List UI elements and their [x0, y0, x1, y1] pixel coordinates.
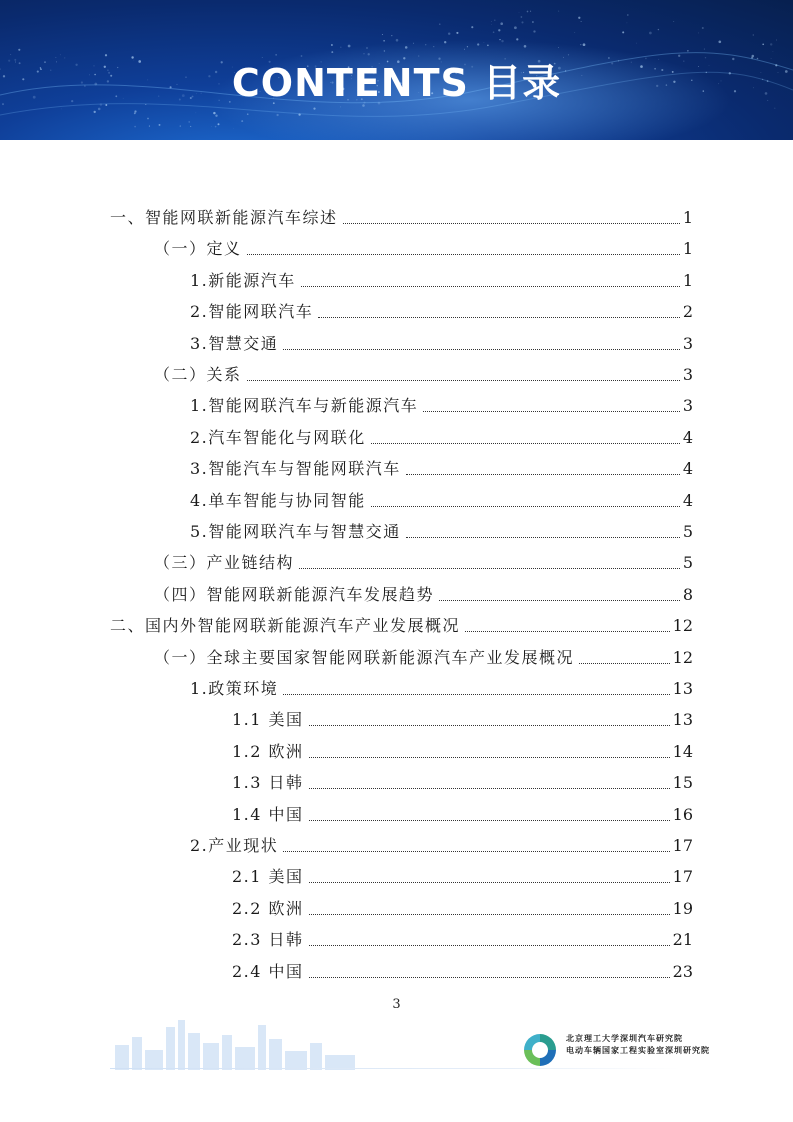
- toc-leader-dots: [309, 788, 670, 789]
- toc-leader-dots: [309, 882, 670, 883]
- toc-entry[interactable]: [154, 364, 693, 386]
- toc-entry[interactable]: [232, 741, 693, 763]
- toc-entry-title: （一）全球主要国家智能网联新能源汽车产业发展概况: [154, 647, 575, 667]
- toc-entry-page: 16: [672, 804, 693, 824]
- toc-entry[interactable]: [190, 835, 693, 857]
- toc-entry-page: 13: [672, 679, 693, 698]
- toc-entry-title: 1.1 美国: [232, 710, 304, 730]
- city-skyline-graphic: [110, 1015, 360, 1070]
- toc-entry-title: 4.单车智能与协同智能: [190, 490, 366, 510]
- toc-entry[interactable]: [232, 772, 693, 794]
- toc-entry-page: 14: [672, 741, 693, 761]
- toc-entry-title: （四）智能网联新能源汽车发展趋势: [154, 584, 435, 604]
- page-number: 3: [392, 997, 401, 1012]
- toc-leader-dots: [371, 506, 680, 507]
- toc-entry-title: 5.智能网联汽车与智慧交通: [190, 522, 401, 541]
- toc-entry-title: （一）定义: [154, 239, 242, 259]
- toc-entry[interactable]: [232, 898, 693, 920]
- toc-leader-dots: [247, 254, 680, 255]
- toc-entry[interactable]: [190, 678, 693, 700]
- toc-leader-dots: [309, 820, 670, 821]
- toc-leader-dots: [309, 725, 670, 726]
- toc-entry-page: 15: [672, 773, 693, 793]
- toc-entry-title: 2.智能网联汽车: [190, 302, 314, 322]
- toc-leader-dots: [406, 537, 680, 538]
- toc-entry-title: 1.政策环境: [190, 679, 279, 698]
- toc-entry[interactable]: [110, 615, 693, 637]
- toc-entry-page: 3: [682, 333, 693, 353]
- toc-entry-page: 1: [682, 270, 693, 290]
- toc-entry[interactable]: [190, 395, 693, 417]
- toc-entry-page: 5: [682, 522, 693, 541]
- toc-entry-page: 23: [672, 961, 693, 981]
- toc-entry-title: 2.2 欧洲: [232, 898, 304, 918]
- toc-entry-title: 一、智能网联新能源汽车综述: [110, 208, 338, 227]
- toc-leader-dots: [343, 223, 680, 224]
- toc-entry[interactable]: [232, 961, 693, 983]
- toc-entry-title: 2.4 中国: [232, 961, 304, 981]
- toc-entry-title: 二、国内外智能网联新能源汽车产业发展概况: [110, 616, 461, 636]
- toc-entry-page: 8: [682, 584, 693, 604]
- toc-leader-dots: [309, 914, 670, 915]
- toc-entry-title: 2.产业现状: [190, 836, 279, 855]
- toc-entry-page: 3: [682, 396, 693, 416]
- toc-leader-dots: [247, 380, 680, 381]
- toc-entry-page: 12: [672, 647, 693, 667]
- toc-leader-dots: [465, 631, 670, 632]
- institute-line-1: 北京理工大学深圳汽车研究院: [566, 1034, 683, 1043]
- toc-entry-title: 2.1 美国: [232, 867, 304, 887]
- toc-entry-title: 1.新能源汽车: [190, 270, 296, 290]
- institute-name: [566, 1033, 710, 1057]
- toc-leader-dots: [406, 474, 680, 475]
- toc-entry[interactable]: [190, 301, 693, 323]
- toc-entry[interactable]: [154, 552, 693, 574]
- toc-entry-title: （二）关系: [154, 365, 242, 384]
- toc-leader-dots: [579, 663, 670, 664]
- toc-entry[interactable]: [190, 521, 693, 543]
- toc-entry-title: 2.3 日韩: [232, 930, 304, 950]
- toc-leader-dots: [301, 286, 680, 287]
- toc-entry[interactable]: [154, 584, 693, 606]
- institute-logo-icon: [521, 1031, 559, 1069]
- toc-entry[interactable]: [154, 647, 693, 669]
- toc-entry-page: 4: [682, 427, 693, 447]
- toc-leader-dots: [299, 568, 680, 569]
- toc-entry-title: 3.智能汽车与智能网联汽车: [190, 459, 401, 479]
- footer-divider: [110, 1068, 680, 1069]
- toc-entry[interactable]: [232, 929, 693, 951]
- toc-entry[interactable]: [190, 270, 693, 292]
- institute-line-2: 电动车辆国家工程实验室深圳研究院: [566, 1046, 710, 1055]
- toc-entry-title: 1.4 中国: [232, 804, 304, 824]
- toc-entry[interactable]: [232, 709, 693, 731]
- toc-entry-page: 17: [672, 836, 693, 855]
- toc-entry[interactable]: [190, 458, 693, 480]
- toc-entry-page: 3: [682, 365, 693, 384]
- toc-entry[interactable]: [110, 207, 693, 229]
- toc-entry-page: 1: [682, 239, 693, 259]
- toc-entry-page: 17: [672, 867, 693, 887]
- toc-leader-dots: [439, 600, 680, 601]
- toc-entry-page: 13: [672, 710, 693, 730]
- toc-entry-page: 2: [682, 302, 693, 322]
- toc-entry[interactable]: [232, 804, 693, 826]
- toc-leader-dots: [283, 851, 669, 852]
- toc-entry-title: 2.汽车智能化与网联化: [190, 427, 366, 447]
- toc-entry-page: 1: [682, 208, 693, 227]
- toc-entry[interactable]: [232, 866, 693, 888]
- toc-entry[interactable]: [190, 427, 693, 449]
- toc-entry-title: 1.2 欧洲: [232, 741, 304, 761]
- toc-entry-title: 1.3 日韩: [232, 773, 304, 793]
- page-title: CONTENTS 目录: [231, 61, 562, 105]
- toc-entry-page: 19: [672, 898, 693, 918]
- toc-entry-title: （三）产业链结构: [154, 553, 295, 573]
- toc-leader-dots: [309, 977, 670, 978]
- toc-entry[interactable]: [190, 333, 693, 355]
- toc-entry-title: 3.智慧交通: [190, 333, 279, 353]
- toc-leader-dots: [283, 349, 680, 350]
- toc-entry-page: 5: [682, 553, 693, 573]
- toc-entry-page: 4: [682, 459, 693, 479]
- toc-entry[interactable]: [190, 490, 693, 512]
- toc-entry-title: 1.智能网联汽车与新能源汽车: [190, 396, 419, 416]
- toc-leader-dots: [309, 945, 670, 946]
- toc-leader-dots: [283, 694, 669, 695]
- toc-leader-dots: [318, 317, 680, 318]
- toc-entry-page: 4: [682, 490, 693, 510]
- toc-leader-dots: [423, 411, 680, 412]
- toc-entry-page: 21: [672, 930, 693, 950]
- toc-entry[interactable]: [154, 238, 693, 260]
- toc-leader-dots: [371, 443, 680, 444]
- toc-leader-dots: [309, 757, 670, 758]
- header-banner: [0, 0, 793, 140]
- toc-entry-page: 12: [672, 616, 693, 636]
